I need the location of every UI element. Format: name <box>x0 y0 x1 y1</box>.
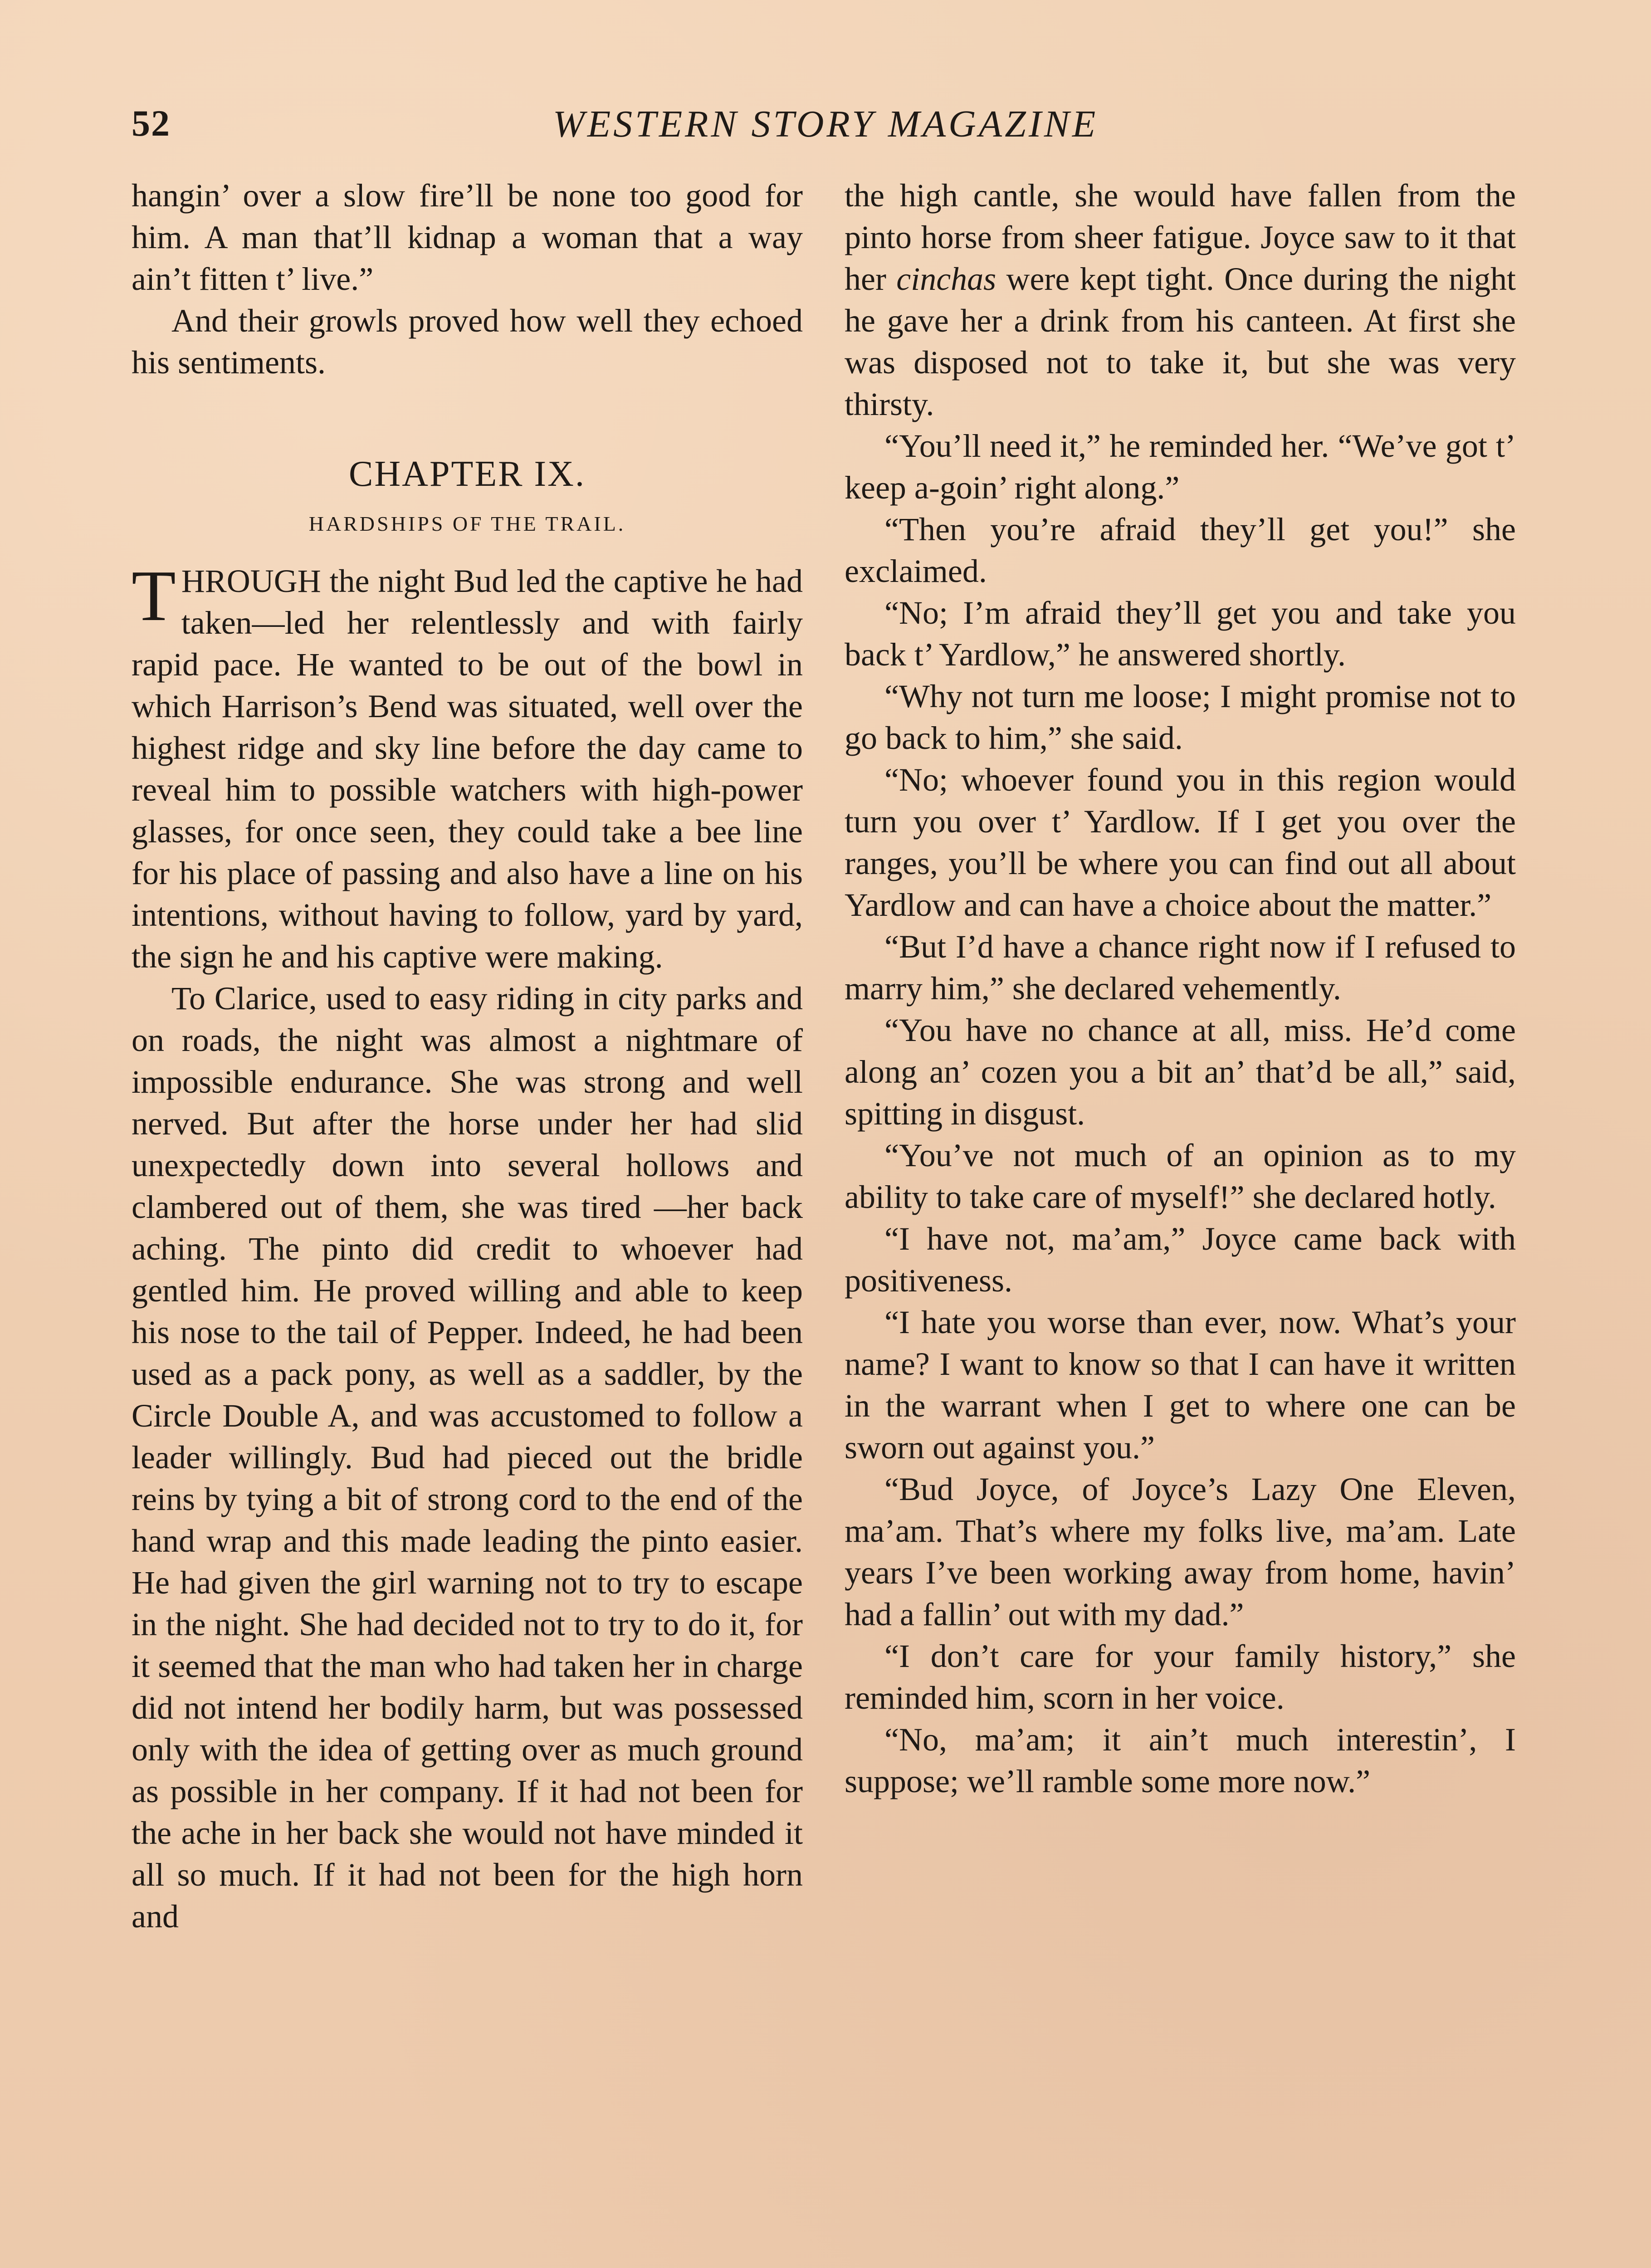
right-column <box>845 175 1516 1802</box>
chapter-subtitle: HARDSHIPS OF THE TRAIL. <box>308 512 626 535</box>
drop-cap: T <box>132 555 176 636</box>
dialogue-paragraph: “No; I’m afraid they’ll get you and take you back t’ Yardlow,” he answered shortly. <box>845 595 1516 673</box>
page-header <box>132 102 1519 152</box>
chapter-title: CHAPTER IX. <box>349 454 586 494</box>
italic-word: cinchas <box>896 261 996 297</box>
dialogue-paragraph: “I have not, ma’am,” Joyce came back with positiveness. <box>845 1221 1516 1299</box>
continuation-paragraph <box>845 175 1516 425</box>
page-number: 52 <box>132 103 171 144</box>
story-paragraph: To Clarice, used to easy riding in city parks and on roads, the night was almost a nightmare of impossible endurance. She was strong and well nerved. But after the horse under her had slid unexpectedly down into several hollows and clambered out of them, she was tired —her back aching. The pinto did credit to whoever had gentled him. He proved willing and able to keep his nose to the tail of Pepper. Indeed, he had been used as a pack pony, as well as a saddler, by the Circle Double A, and was accustomed to follow a leader willingly. Bud had pieced out the bridle reins by tying a bit of strong cord to the end of the hand wrap and this made leading the pinto easier. He had given the girl warning not to try to escape in the night. She had decided not to try to do it, for it seemed that the man who had taken her in charge did not intend her bodily harm, but was possessed only with the idea of getting over as much ground as possible in her company. If it had not been for the ache in her back she would not have minded it all so much. If it had not been for the high horn and <box>132 980 803 1935</box>
dialogue-paragraph: “You’ll need it,” he reminded her. “We’ve got t’ keep a-goin’ right along.” <box>845 428 1516 506</box>
story-paragraph: hangin’ over a slow fire’ll be none too good for him. A man that’ll kidnap a woman that a way ain’t fitten t’ live.” <box>132 177 803 297</box>
chapter-opening-paragraph <box>132 555 803 978</box>
dialogue-paragraph: “No; whoever found you in this region would turn you over t’ Yardlow. If I get you over the ranges, you’ll be where you can find out all about Yardlow and can have a choice about the matter.” <box>845 762 1516 923</box>
continuation-text: were kept tight. Once during the night he gave her a drink from his canteen. At first she was disposed not to take it, but she was very thirsty. <box>845 261 1516 422</box>
dialogue-paragraph: “I don’t care for your family history,” she reminded him, scorn in her voice. <box>845 1638 1516 1716</box>
opening-text: HROUGH the night Bud led the captive he had taken—led her relentlessly and with fairly rapid pace. He wanted to be out of the bowl in which Harrison’s Bend was situated, well over the highest ridge and sky line before the day came to reveal him to possible watchers with high-power glasses, for once seen, they could take a bee line for his place of passing and also have a line on his intentions, without having to follow, yard by yard, the sign he and his captive were making. <box>132 563 803 975</box>
dialogue-paragraph: “But I’d have a chance right now if I refused to marry him,” she declared vehemently. <box>845 929 1516 1007</box>
dialogue-paragraph: “No, ma’am; it ain’t much interestin’, I suppose; we’ll ramble some more now.” <box>845 1721 1516 1799</box>
left-column <box>132 175 803 1937</box>
dialogue-paragraph: “I hate you worse than ever, now. What’s your name? I want to know so that I can have it written in the warrant when I get to where one can be sworn out against you.” <box>845 1304 1516 1466</box>
story-paragraph: And their growls proved how well they echoed his sentiments. <box>132 303 803 381</box>
dialogue-paragraph: “Bud Joyce, of Joyce’s Lazy One Eleven, ma’am. That’s where my folks live, ma’am. Late years I’ve been working away from home, havin’ had a fallin’ out with my dad.” <box>845 1471 1516 1633</box>
dialogue-paragraph: “Then you’re afraid they’ll get you!” she exclaimed. <box>845 511 1516 589</box>
dialogue-paragraph: “Why not turn me loose; I might promise not to go back to him,” she said. <box>845 678 1516 756</box>
running-title: WESTERN STORY MAGAZINE <box>552 103 1099 145</box>
dialogue-paragraph: “You’ve not much of an opinion as to my ability to take care of myself!” she declared hotly. <box>845 1137 1516 1215</box>
continuation-text: the high cantle, she would have fallen from the pinto horse from sheer fatigue. Joyce saw to it that her <box>845 177 1516 297</box>
dialogue-paragraph: “You have no chance at all, miss. He’d come along an’ cozen you a bit an’ that’d be all,” said, spitting in disgust. <box>845 1012 1516 1132</box>
